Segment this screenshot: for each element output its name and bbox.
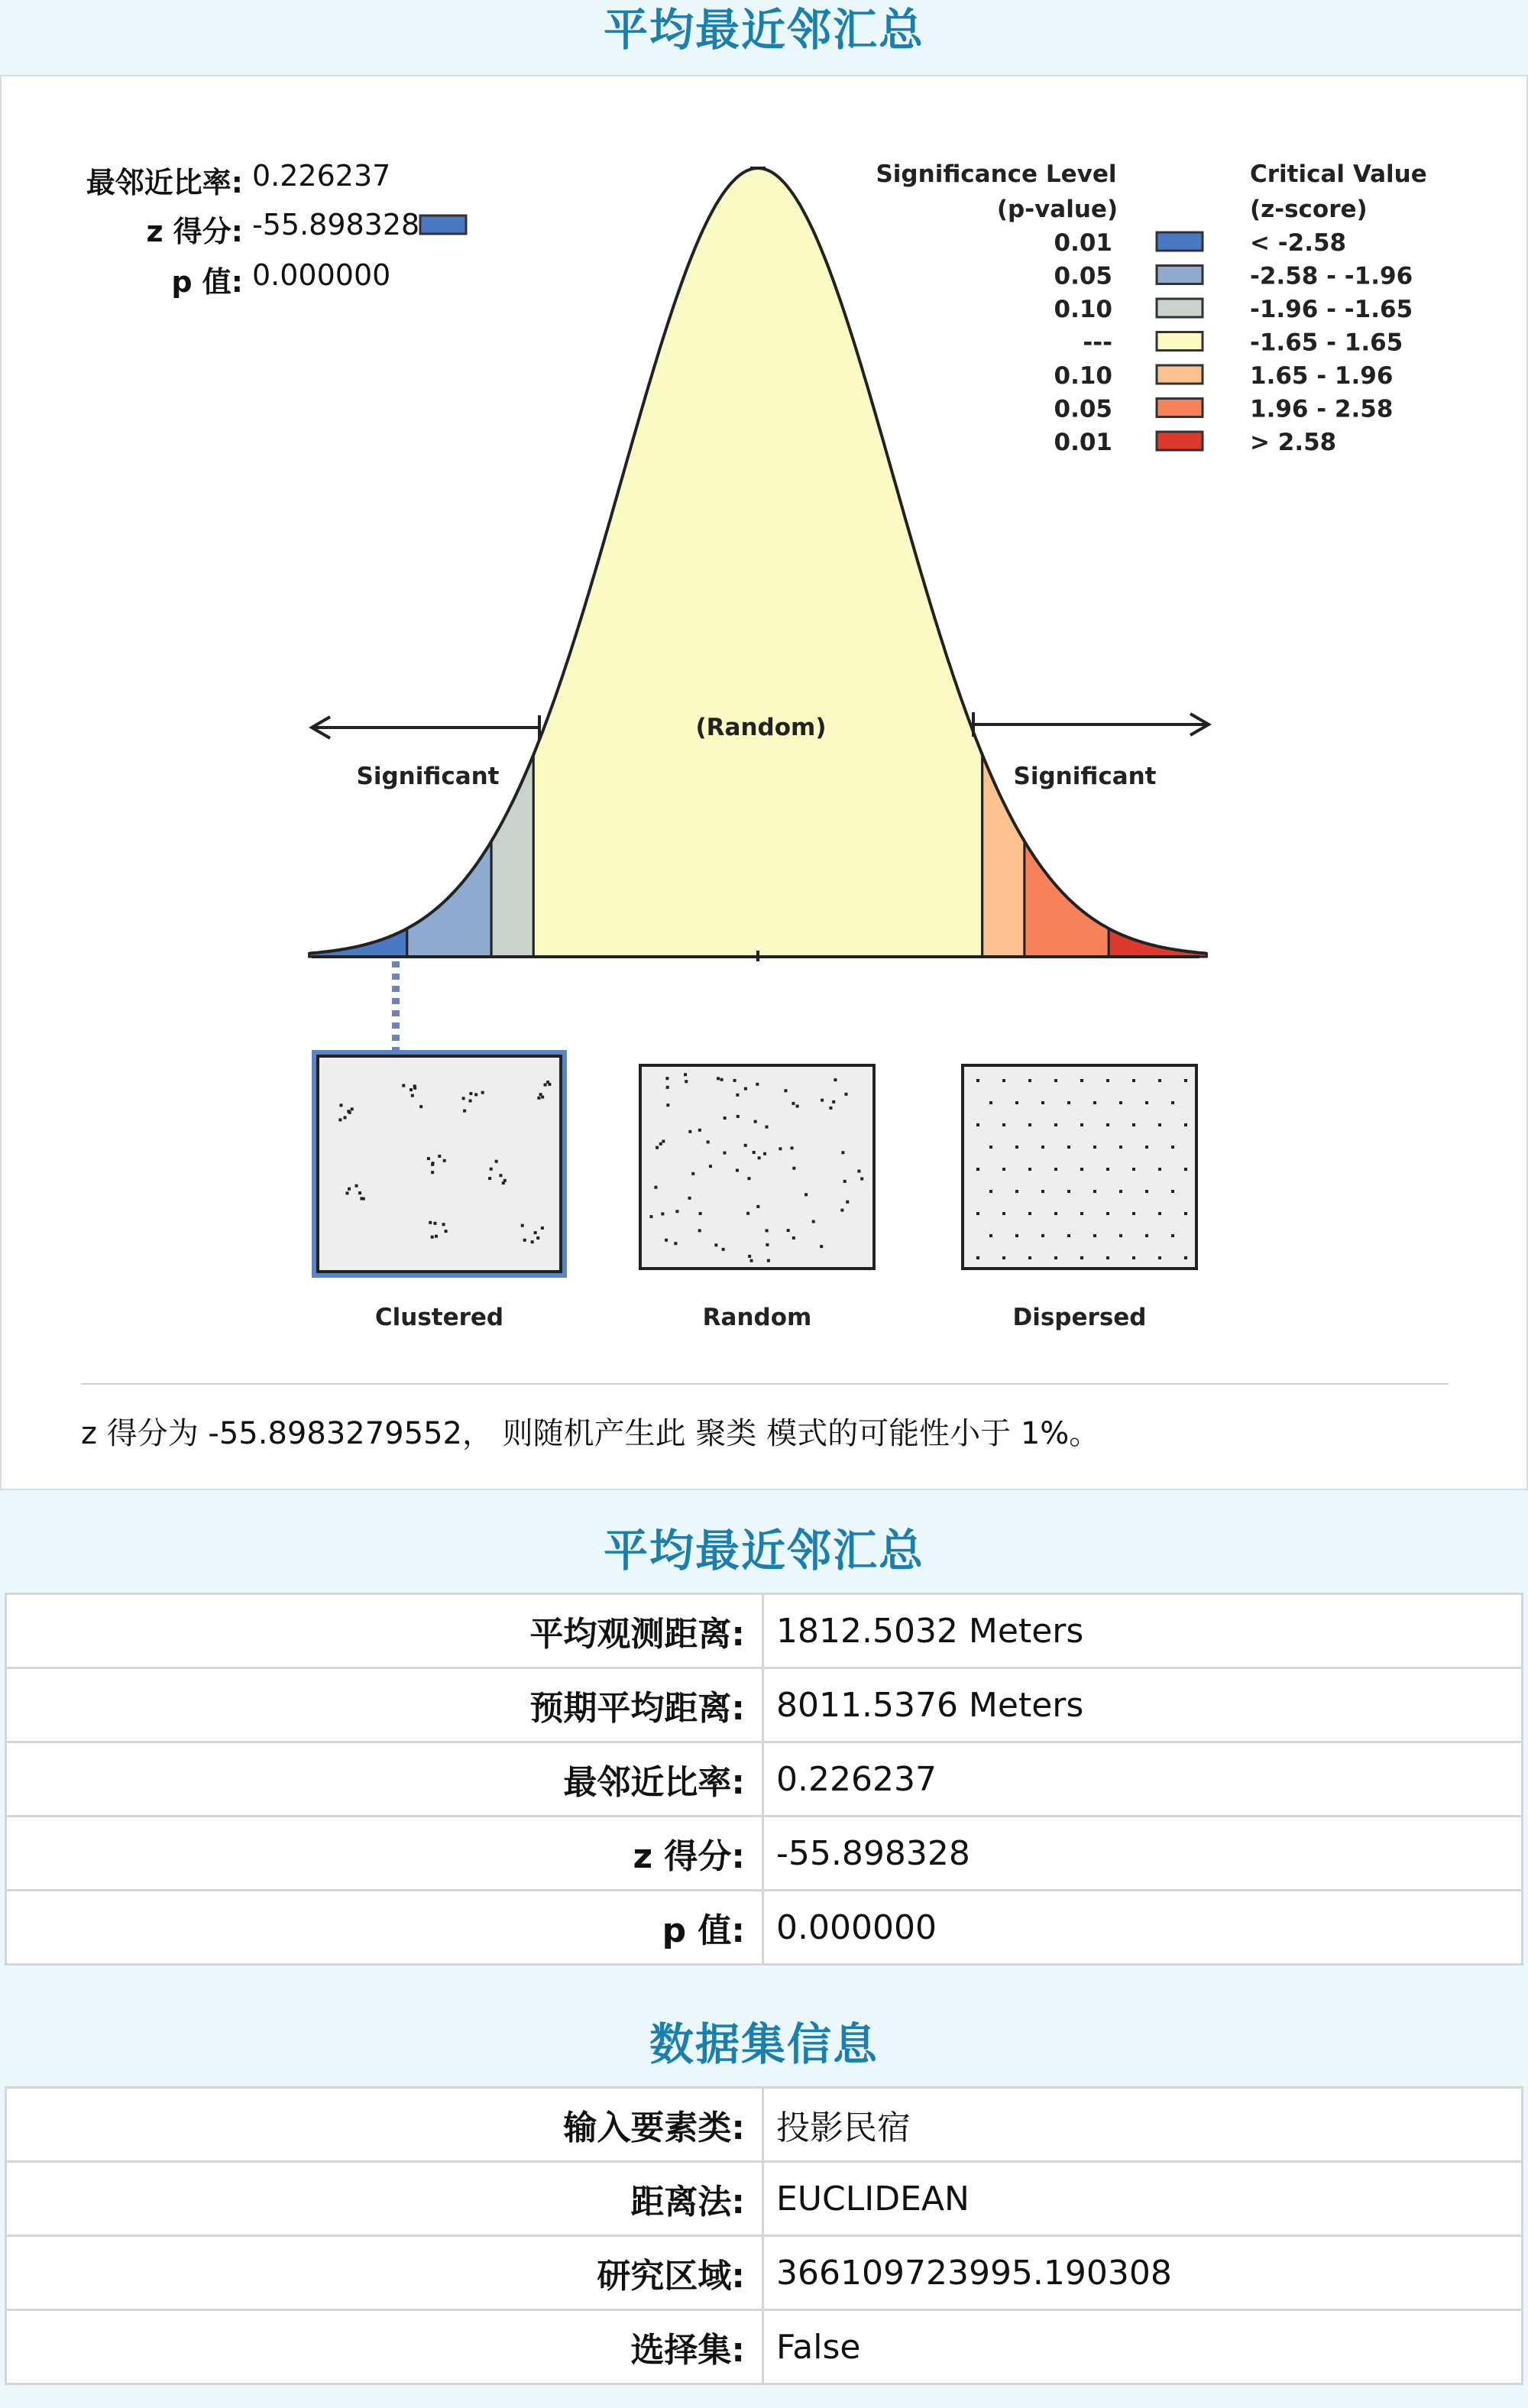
legend-p-value: 0.01 (1054, 429, 1112, 456)
legend-z-header-2: (z-score) (1250, 196, 1368, 223)
zscore-value: -55.898328 (252, 208, 420, 241)
legend-p-value: 0.10 (1054, 296, 1112, 323)
legend-z-header-1: Critical Value (1250, 160, 1427, 188)
summary-table-row-label: 最邻近比率: (6, 1742, 763, 1817)
legend-z-range: -1.96 - -1.65 (1250, 296, 1413, 323)
summary-table-row-value: 8011.5376 Meters (763, 1668, 1523, 1742)
summary-panel (0, 75, 1528, 1490)
dataset-table-row-value: 投影民宿 (763, 2088, 1523, 2162)
pattern-boxes (312, 1050, 1196, 1331)
pattern-label: Random (702, 1304, 812, 1331)
summary-table-row (6, 1594, 1523, 1668)
legend-swatch (1157, 266, 1203, 284)
legend-p-value: 0.01 (1054, 229, 1112, 257)
summary-table-row (6, 1817, 1523, 1891)
summary-title: 平均最近邻汇总 (603, 4, 924, 56)
summary-table-title: 平均最近邻汇总 (603, 1525, 924, 1577)
legend-swatch (1157, 232, 1203, 251)
zscore-marker (420, 216, 466, 234)
summary-table-row (6, 1742, 1523, 1817)
dataset-title: 数据集信息 (649, 2018, 879, 2070)
significant-left-label: Significant (356, 763, 500, 790)
dataset-table-row (6, 2310, 1523, 2384)
nn-ratio-value: 0.226237 (252, 159, 391, 193)
legend-swatch (1157, 332, 1203, 351)
dataset-table-row-label: 距离法: (6, 2162, 763, 2236)
legend-swatch (1157, 365, 1203, 384)
right-arrow (973, 712, 1209, 737)
random-label: (Random) (695, 714, 827, 741)
dataset-table-row (6, 2236, 1523, 2310)
divider (81, 1383, 1449, 1385)
significance-graphic (2, 76, 1526, 1489)
pattern-dispersed (963, 1065, 1196, 1331)
summary-table-row (6, 1668, 1523, 1742)
summary-table-row-value: 1812.5032 Meters (763, 1594, 1523, 1668)
legend-z-range: 1.65 - 1.96 (1250, 362, 1394, 390)
dataset-table-row-label: 研究区域: (6, 2236, 763, 2310)
legend-rows (1054, 229, 1413, 456)
legend-z-range: 1.96 - 2.58 (1250, 395, 1394, 423)
result-message: z 得分为 -55.8983279552， 则随机产生此 聚类 模式的可能性小于 1%。 (81, 1416, 1100, 1451)
summary-table-row-label: p 值: (6, 1891, 763, 1965)
summary-table-row-label: z 得分: (6, 1817, 763, 1891)
summary-table (5, 1593, 1523, 1966)
nn-ratio-label: 最邻近比率: (86, 166, 243, 199)
legend-p-value: 0.05 (1054, 395, 1112, 423)
curve-band (533, 168, 982, 957)
dataset-table-row (6, 2162, 1523, 2236)
pattern-label: Clustered (374, 1304, 504, 1331)
legend-z-range: -2.58 - -1.96 (1250, 262, 1413, 290)
significant-right-label: Significant (1013, 763, 1157, 790)
legend-z-range: < -2.58 (1250, 229, 1347, 257)
summary-table-row-value: 0.000000 (763, 1891, 1523, 1965)
dataset-table-row-value: EUCLIDEAN (763, 2162, 1523, 2236)
pvalue-value: 0.000000 (252, 258, 391, 292)
dataset-table-row (6, 2088, 1523, 2162)
summary-table-row-value: -55.898328 (763, 1817, 1523, 1891)
legend-z-range: > 2.58 (1250, 429, 1337, 456)
legend-swatch (1157, 299, 1203, 317)
legend-p-value: --- (1083, 329, 1112, 357)
legend-p-header-2: (p-value) (996, 196, 1118, 223)
legend-p-value: 0.05 (1054, 262, 1112, 290)
summary-table-row (6, 1891, 1523, 1965)
legend-swatch (1157, 399, 1203, 417)
pattern-random (640, 1065, 874, 1331)
summary-table-row-value: 0.226237 (763, 1742, 1523, 1817)
dataset-table-row-label: 选择集: (6, 2310, 763, 2384)
pattern-label: Dispersed (1012, 1304, 1147, 1331)
zscore-label: z 得分: (146, 215, 243, 248)
legend-z-range: -1.65 - 1.65 (1250, 329, 1403, 357)
left-arrow (312, 715, 539, 740)
dataset-table-row-value: False (763, 2310, 1523, 2384)
pvalue-label: p 值: (171, 265, 243, 299)
legend-swatch (1157, 432, 1203, 450)
summary-table-row-label: 预期平均距离: (6, 1668, 763, 1742)
dataset-table-row-label: 输入要素类: (6, 2088, 763, 2162)
legend-p-header-1: Significance Level (876, 160, 1117, 188)
dataset-table (5, 2086, 1523, 2385)
legend-p-value: 0.10 (1054, 362, 1112, 390)
summary-table-row-label: 平均观测距离: (6, 1594, 763, 1668)
dataset-table-row-value: 366109723995.190308 (763, 2236, 1523, 2310)
pattern-clustered (312, 1050, 567, 1331)
